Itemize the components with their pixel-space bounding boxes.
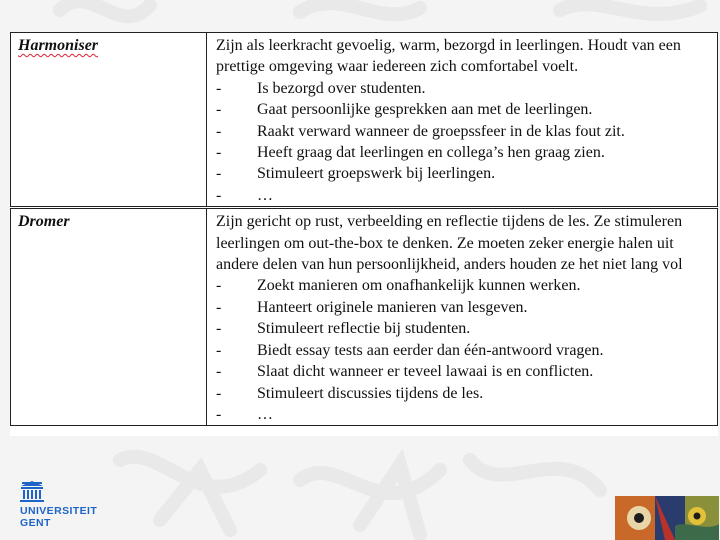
list-item: [216, 297, 711, 318]
bullet-dash: -: [216, 186, 222, 204]
list-item-text: Slaat dicht wanneer er teveel lawaai is en conflicten.: [257, 363, 594, 381]
traits-table: [10, 32, 718, 426]
list-item: [216, 78, 711, 99]
list-item-text: …: [257, 186, 273, 204]
painting-image: [615, 496, 719, 540]
list-item: [216, 121, 711, 142]
bullet-dash: -: [216, 405, 222, 423]
list-item: [216, 99, 711, 120]
table-row-dromer: [11, 208, 718, 426]
bullet-dash: -: [216, 101, 222, 119]
list-item-text: Raakt verward wanneer de groepssfeer in de klas fout zit.: [257, 122, 625, 140]
list-item: [216, 185, 711, 206]
list-item: [216, 361, 711, 382]
bullet-dash: -: [216, 320, 222, 338]
list-item-text: Zoekt manieren om onafhankelijk kunnen werken.: [257, 277, 581, 295]
list-item: [216, 383, 711, 404]
description-intro: Zijn gericht op rust, verbeelding en reflectie tijdens de les. Ze stimuleren leerlingen om out-the-box te denken. Ze moeten zeker energie halen uit andere delen van hun persoonlijkheid, anders houden ze het niet lang vol: [216, 213, 683, 274]
traits-table-container: [10, 32, 718, 436]
list-item: [216, 404, 711, 425]
list-item-text: Stimuleert discussies tijdens de les.: [257, 384, 484, 402]
bullet-dash: -: [216, 165, 222, 183]
table-row-harmoniser: [11, 33, 718, 208]
bullet-dash: -: [216, 79, 222, 97]
bullet-list: [216, 275, 711, 425]
term-dromer: Dromer: [18, 213, 70, 231]
list-item: [216, 275, 711, 296]
bullet-dash: -: [216, 341, 222, 359]
logo-line-1: UNIVERSITEIT: [20, 505, 98, 517]
list-item-text: …: [257, 405, 273, 423]
bullet-dash: -: [216, 144, 222, 162]
bullet-dash: -: [216, 277, 222, 295]
list-item-text: Gaat persoonlijke gesprekken aan met de leerlingen.: [257, 101, 593, 119]
list-item-text: Heeft graag dat leerlingen en collega’s hen graag zien.: [257, 144, 605, 162]
list-item: [216, 340, 711, 361]
term-cell: [11, 33, 207, 208]
description-cell: [207, 208, 718, 426]
list-item-text: Is bezorgd over studenten.: [257, 79, 426, 97]
bullet-dash: -: [216, 298, 222, 316]
term-harmoniser: Harmoniser: [18, 37, 99, 54]
description-cell: [207, 33, 718, 208]
list-item-text: Biedt essay tests aan eerder dan één-antwoord vragen.: [257, 341, 604, 359]
term-cell: [11, 208, 207, 426]
bullet-dash: -: [216, 384, 222, 402]
bullet-dash: -: [216, 363, 222, 381]
list-item: [216, 163, 711, 184]
list-item: [216, 318, 711, 339]
list-item-text: Hanteert originele manieren van lesgeven.: [257, 298, 528, 316]
bullet-dash: -: [216, 122, 222, 140]
list-item: [216, 142, 711, 163]
description-intro: Zijn als leerkracht gevoelig, warm, bezorgd in leerlingen. Houdt van een prettige omgeving waar iedereen zich comfortabel voelt.: [216, 37, 681, 76]
university-logo-text: [20, 505, 97, 529]
list-item-text: Stimuleert groepswerk bij leerlingen.: [257, 165, 496, 183]
list-item-text: Stimuleert reflectie bij studenten.: [257, 320, 471, 338]
bullet-list: [216, 78, 711, 206]
logo-line-2: GENT: [20, 517, 51, 529]
